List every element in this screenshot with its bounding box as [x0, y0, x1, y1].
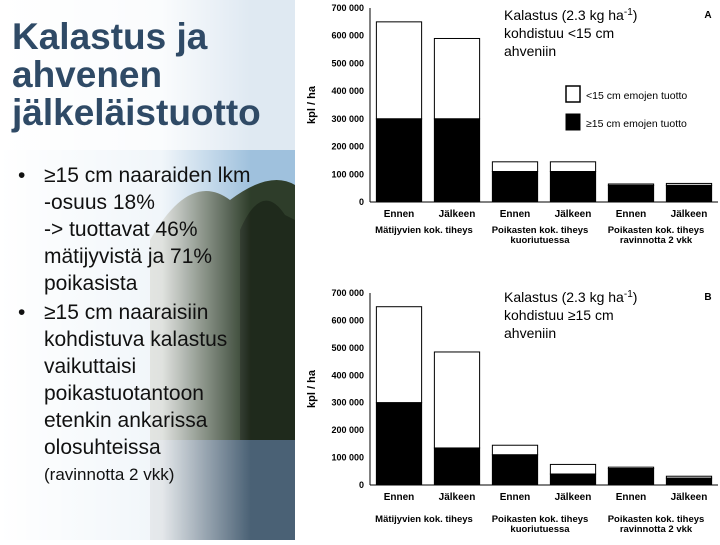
x-tick-label: Ennen: [615, 492, 647, 503]
left-panel: [0, 0, 295, 540]
group-label: Poikasten kok. tiheys: [491, 225, 589, 236]
bar-upper-segment: [434, 352, 479, 448]
bar-lower-segment: [666, 185, 711, 202]
bullet-text-line: vaikuttaisi: [44, 355, 137, 378]
bullet-text-line: olosuhteissa: [44, 436, 161, 459]
x-tick-label: Ennen: [615, 209, 647, 220]
stacked-bar-charts: [298, 0, 720, 540]
chart-title-part: ): [632, 7, 638, 23]
bullet-dot-icon: •: [18, 301, 26, 324]
charts-panel: [298, 0, 720, 540]
bar-upper-segment: [434, 38, 479, 118]
chart-title-line: ahveniin: [504, 43, 557, 59]
title-line: Kalastus ja: [12, 16, 208, 57]
bullet-text-line: etenkin ankarissa: [44, 409, 208, 432]
y-axis-label: kpl / ha: [306, 86, 318, 124]
legend-label: ≥15 cm emojen tuotto: [586, 118, 687, 130]
group-label: ravinnotta 2 vkk: [619, 235, 693, 246]
bar-upper-segment: [376, 307, 421, 403]
bar-lower-segment: [492, 455, 537, 485]
y-axis-label: kpl / ha: [306, 370, 318, 408]
bar-upper-segment: [492, 445, 537, 455]
bar-lower-segment: [376, 119, 421, 202]
x-tick-label: Jälkeen: [438, 209, 476, 220]
bar-lower-segment: [608, 185, 653, 202]
bullet-list: [14, 162, 284, 490]
bullet-text-line: ≥15 cm naaraisiin: [44, 301, 209, 324]
y-tick-label: 100 000: [331, 169, 364, 180]
group-label: Mätijyvien kok. tiheys: [375, 225, 473, 236]
bullet-item: [14, 299, 284, 488]
bar-lower-segment: [492, 172, 537, 202]
slide-title: [12, 18, 261, 132]
bar-lower-segment: [666, 478, 711, 485]
panel-letter: A: [704, 10, 712, 21]
group-label: Poikasten kok. tiheys: [491, 514, 589, 525]
group-label: kuoriutuessa: [510, 524, 570, 535]
y-tick-label: 200 000: [331, 141, 364, 152]
x-tick-label: Ennen: [383, 492, 415, 503]
x-tick-label: Ennen: [499, 492, 531, 503]
y-tick-label: 700 000: [331, 3, 364, 13]
x-tick-label: Jälkeen: [670, 209, 708, 220]
chart-title-part: ): [632, 289, 638, 305]
bar-lower-segment: [434, 119, 479, 202]
bullet-item: [14, 162, 284, 297]
x-tick-label: Ennen: [499, 209, 531, 220]
x-tick-label: Jälkeen: [438, 492, 476, 503]
chart-title: [504, 7, 637, 23]
x-tick-label: Jälkeen: [554, 492, 592, 503]
title-line: jälkeläistuotto: [12, 92, 261, 133]
y-tick-label: 400 000: [331, 370, 364, 381]
bar-lower-segment: [608, 469, 653, 485]
y-tick-label: 500 000: [331, 342, 364, 353]
y-tick-label: 300 000: [331, 397, 364, 408]
panel-letter: B: [704, 292, 712, 303]
x-tick-label: Jälkeen: [554, 209, 592, 220]
y-tick-label: 700 000: [331, 288, 364, 298]
bar-lower-segment: [550, 172, 595, 202]
legend-label: <15 cm emojen tuotto: [586, 90, 688, 102]
bullet-text-line: poikasista: [44, 272, 138, 295]
chart-title-superscript: -1: [623, 289, 633, 300]
y-tick-label: 600 000: [331, 315, 364, 326]
chart-title-line: kohdistuu ≥15 cm: [504, 307, 614, 323]
chart-title-line: ahveniin: [504, 325, 557, 341]
group-label: Mätijyvien kok. tiheys: [375, 514, 473, 525]
bar-lower-segment: [434, 448, 479, 485]
bar-lower-segment: [550, 474, 595, 485]
bar-lower-segment: [376, 403, 421, 485]
y-tick-label: 400 000: [331, 86, 364, 97]
bar-upper-segment: [550, 464, 595, 474]
y-tick-label: 0: [358, 480, 364, 490]
legend-swatch-black: [566, 114, 580, 130]
group-label: Poikasten kok. tiheys: [607, 514, 705, 525]
y-tick-label: 0: [358, 197, 364, 207]
chart-title: [504, 289, 637, 305]
chart-title-part: Kalastus (2.3 kg ha: [504, 7, 624, 23]
bullet-text-line: -osuus 18%: [44, 191, 155, 214]
bullet-text-line: -> tuottavat 46%: [44, 218, 198, 241]
chart-title-superscript: -1: [623, 7, 633, 18]
bullet-note: (ravinnotta 2 vkk): [44, 465, 175, 484]
group-label: kuoriutuessa: [510, 235, 570, 246]
bullet-text-line: ≥15 cm naaraiden lkm: [44, 164, 251, 187]
y-tick-label: 300 000: [331, 113, 364, 124]
x-tick-label: Ennen: [383, 209, 415, 220]
bullet-dot-icon: •: [18, 164, 26, 187]
bar-upper-segment: [492, 162, 537, 172]
y-tick-label: 500 000: [331, 58, 364, 69]
chart-title-line: kohdistuu <15 cm: [504, 25, 615, 41]
title-line: ahvenen: [12, 54, 163, 95]
x-tick-label: Jälkeen: [670, 492, 708, 503]
bullet-text-line: kohdistuva kalastus: [44, 328, 228, 351]
y-tick-label: 200 000: [331, 425, 364, 436]
chart-title-part: Kalastus (2.3 kg ha: [504, 289, 624, 305]
bullet-text-line: poikastuotantoon: [44, 382, 204, 405]
y-tick-label: 600 000: [331, 30, 364, 41]
group-label: ravinnotta 2 vkk: [619, 524, 693, 535]
bar-upper-segment: [376, 22, 421, 119]
y-tick-label: 100 000: [331, 452, 364, 463]
group-label: Poikasten kok. tiheys: [607, 225, 705, 236]
bar-upper-segment: [550, 162, 595, 172]
legend-swatch-white: [566, 86, 580, 102]
bullet-text-line: mätijyvistä ja 71%: [44, 245, 213, 268]
